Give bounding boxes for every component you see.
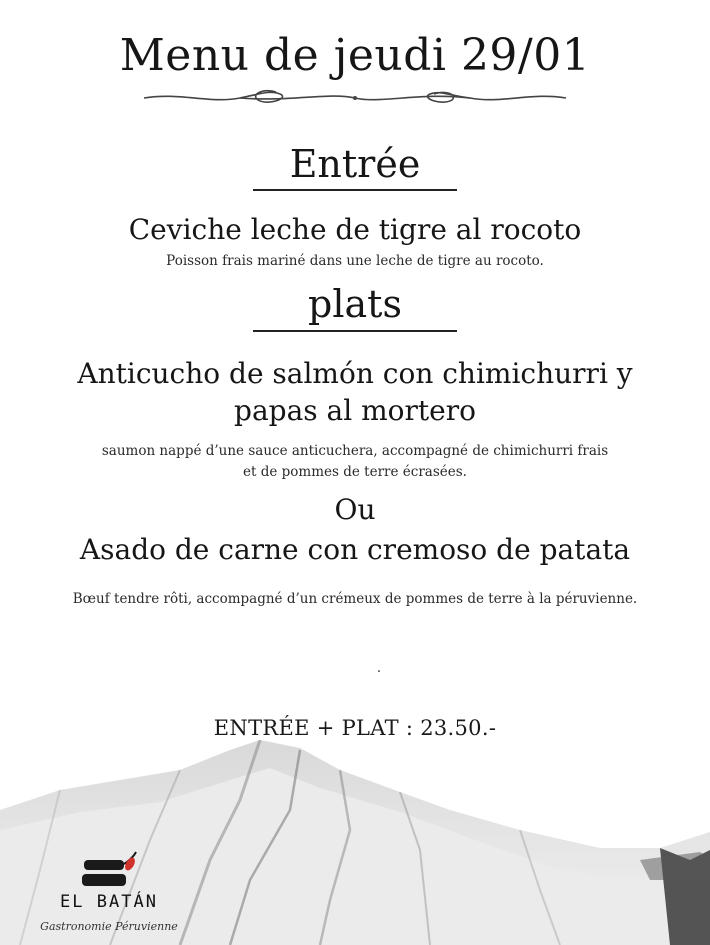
starter-dish-name: Ceviche leche de tigre al rocoto <box>128 213 582 246</box>
dot-mark: . <box>376 660 382 676</box>
section-underline <box>253 189 457 191</box>
section-heading-starter: Entrée <box>289 142 421 186</box>
starter-dish-description: Poisson frais mariné dans une leche de tigre au rocoto. <box>166 253 544 269</box>
main-dish-1-name-line1: Anticucho de salmón con chimichurri y <box>77 357 633 390</box>
brand-logo <box>24 850 194 942</box>
brand-tagline: Gastronomie Péruvienne <box>40 920 178 933</box>
main-dish-2-description: Bœuf tendre rôti, accompagné d’un crémeux de pommes de terre à la péruvienne. <box>72 591 638 607</box>
main-dish-1-name-line2: papas al mortero <box>234 394 476 427</box>
main-dish-2-name: Asado de carne con cremoso de patata <box>79 533 631 566</box>
flourish-divider <box>140 84 570 110</box>
brand-name: EL BATÁN <box>60 892 158 912</box>
or-separator: Ou <box>334 493 376 526</box>
section-underline <box>253 330 457 332</box>
main-dish-1-description-line1: saumon nappé d’une sauce anticuchera, accompagné de chimichurri frais <box>101 443 609 459</box>
price-line: ENTRÉE + PLAT : 23.50.- <box>213 716 497 740</box>
main-dish-1-description-line2: et de pommes de terre écrasées. <box>243 464 467 480</box>
chef-hat-chili-icon <box>80 850 140 890</box>
menu-title: Menu de jeudi 29/01 <box>119 30 591 81</box>
section-heading-mains: plats <box>308 282 402 326</box>
